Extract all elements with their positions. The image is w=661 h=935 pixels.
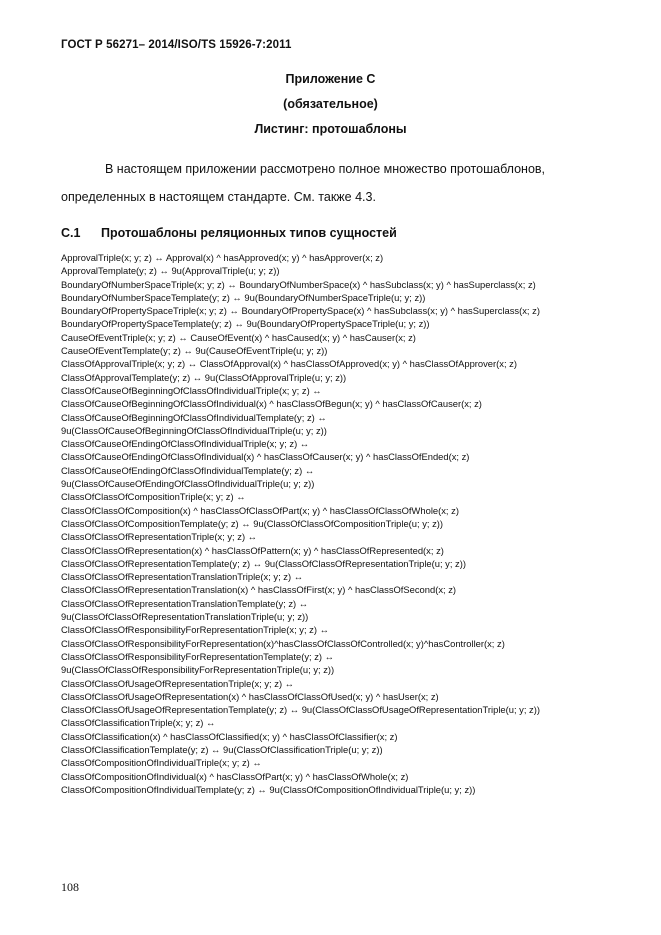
listing-line: ClassOfClassOfRepresentationTemplate(y; z) ↔ 9u(ClassOfClassOfRepresentationTriple(u; y; z)) xyxy=(61,557,466,569)
listing-line: ClassOfCauseOfEndingOfClassOfIndividualTriple(x; y; z) ↔ xyxy=(61,438,310,450)
listing-line: ClassOfClassOfRepresentationTranslation(x) ^ hasClassOfFirst(x; y) ^ hasClassOfSecond(x; z) xyxy=(61,584,457,596)
listing-line: 9u(ClassOfClassOfRepresentationTranslationTriple(u; y; z)) xyxy=(61,611,309,623)
listing-line: ClassOfClassificationTriple(x; y; z) ↔ xyxy=(61,717,216,729)
listing-line: ClassOfCauseOfEndingOfClassOfIndividualTemplate(y; z) ↔ xyxy=(61,464,315,476)
listing-line: ClassOfCauseOfBeginningOfClassOfIndividualTemplate(y; z) ↔ xyxy=(61,411,327,423)
section-title: Протошаблоны реляционных типов сущностей xyxy=(101,226,397,240)
listing-line: ClassOfClassOfRepresentationTranslationTemplate(y; z) ↔ xyxy=(61,597,309,609)
listing-line: ClassOfClassOfCompositionTriple(x; y; z) ↔ xyxy=(61,491,246,503)
listing-line: ClassOfCompositionOfIndividualTemplate(y; z) ↔ 9u(ClassOfCompositionOfIndividualTriple(u; y; z)) xyxy=(61,783,476,795)
appendix-status: (обязательное) xyxy=(283,97,378,111)
listing-line: ApprovalTemplate(y; z) ↔ 9u(ApprovalTriple(u; y; z)) xyxy=(61,265,280,277)
section-number: С.1 xyxy=(61,226,81,240)
listing-line: ClassOfClassOfResponsibilityForRepresentation(x)^hasClassOfClassOfControlled(x; y)^hasController(x; z) xyxy=(61,637,505,649)
listing-line: ClassOfCompositionOfIndividualTriple(x; y; z) ↔ xyxy=(61,757,262,769)
listing-line: ClassOfClassOfUsageOfRepresentationTriple(x; y; z) ↔ xyxy=(61,677,295,689)
listing-line: ClassOfCauseOfBeginningOfClassOfIndividualTriple(x; y; z) ↔ xyxy=(61,384,322,396)
listing-line: ClassOfClassOfRepresentation(x) ^ hasClassOfPattern(x; y) ^ hasClassOfRepresented(x; z) xyxy=(61,544,444,556)
protemplate-listing xyxy=(61,251,646,796)
listing-line: ApprovalTriple(x; y; z) ↔ Approval(x) ^ hasApproved(x; y) ^ hasApprover(x; z) xyxy=(61,252,384,263)
listing-line: ClassOfClassOfComposition(x) ^ hasClassOfClassOfPart(x; y) ^ hasClassOfClassOfWhole(x; z) xyxy=(61,504,459,516)
listing-line: ClassOfCauseOfBeginningOfClassOfIndividual(x) ^ hasClassOfBegun(x; y) ^ hasClassOfCauser(x; z) xyxy=(61,398,482,410)
listing-line: ClassOfCompositionOfIndividual(x) ^ hasClassOfPart(x; y) ^ hasClassOfWhole(x; z) xyxy=(61,770,409,782)
listing-line: 9u(ClassOfClassOfResponsibilityForRepresentationTriple(u; y; z)) xyxy=(61,664,335,676)
listing-line: BoundaryOfPropertySpaceTemplate(y; z) ↔ 9u(BoundaryOfPropertySpaceTriple(u; y; z)) xyxy=(61,318,430,330)
listing-line: BoundaryOfNumberSpaceTriple(x; y; z) ↔ BoundaryOfNumberSpace(x) ^ hasSubclass(x; y) ^ hasSuperclass(x; z) xyxy=(61,278,536,290)
listing-line: ClassOfClassOfResponsibilityForRepresentationTemplate(y; z) ↔ xyxy=(61,650,335,662)
document-header: ГОСТ Р 56271– 2014/ISO/TS 15926-7:2011 xyxy=(61,39,292,51)
listing-line: 9u(ClassOfCauseOfBeginningOfClassOfIndividualTriple(u; y; z)) xyxy=(61,424,327,436)
section-heading xyxy=(61,226,397,240)
listing-line: ClassOfClassOfRepresentationTriple(x; y; z) ↔ xyxy=(61,531,258,543)
listing-line: ClassOfCauseOfEndingOfClassOfIndividual(x) ^ hasClassOfCauser(x; y) ^ hasClassOfEnded(x; z) xyxy=(61,451,470,463)
listing-line: ClassOfClassOfCompositionTemplate(y; z) ↔ 9u(ClassOfClassOfCompositionTriple(u; y; z)) xyxy=(61,517,444,529)
listing-line: CauseOfEventTriple(x; y; z) ↔ CauseOfEvent(x) ^ hasCaused(x; y) ^ hasCauser(x; z) xyxy=(61,331,416,343)
appendix-subtitle: Листинг: протошаблоны xyxy=(254,122,407,136)
listing-line: BoundaryOfPropertySpaceTriple(x; y; z) ↔ BoundaryOfPropertySpace(x) ^ hasSubclass(x; y) ^ hasSuperclass(x; z) xyxy=(61,305,540,317)
listing-line: ClassOfClassOfRepresentationTranslationTriple(x; y; z) ↔ xyxy=(61,571,304,583)
listing-line: ClassOfApprovalTriple(x; y; z) ↔ ClassOfApproval(x) ^ hasClassOfApproved(x; y) ^ hasClassOfApprover(x; z) xyxy=(61,358,517,370)
intro-line-2: определенных в настоящем стандарте. См. также 4.3. xyxy=(61,190,376,204)
listing-line: ClassOfClassification(x) ^ hasClassOfClassified(x; y) ^ hasClassOfClassifier(x; z) xyxy=(61,730,398,742)
listing-line: ClassOfClassOfUsageOfRepresentationTemplate(y; z) ↔ 9u(ClassOfClassOfUsageOfRepresentationTriple(u; y; z)) xyxy=(61,704,540,716)
listing-line: BoundaryOfNumberSpaceTemplate(y; z) ↔ 9u(BoundaryOfNumberSpaceTriple(u; y; z)) xyxy=(61,291,426,303)
listing-line: 9u(ClassOfCauseOfEndingOfClassOfIndividualTriple(u; y; z)) xyxy=(61,478,315,490)
listing-line: ClassOfClassOfResponsibilityForRepresentationTriple(x; y; z) ↔ xyxy=(61,624,329,636)
intro-paragraph xyxy=(61,155,641,211)
intro-line-1: В настоящем приложении рассмотрено полное множество протошаблонов, xyxy=(105,162,546,176)
listing-line: ClassOfApprovalTemplate(y; z) ↔ 9u(ClassOfApprovalTriple(u; y; z)) xyxy=(61,371,347,383)
page-number: 108 xyxy=(61,880,79,894)
listing-line: ClassOfClassOfUsageOfRepresentation(x) ^ hasClassOfClassOfUsed(x; y) ^ hasUser(x; z) xyxy=(61,690,439,702)
listing-line: ClassOfClassificationTemplate(y; z) ↔ 9u(ClassOfClassificationTriple(u; y; z)) xyxy=(61,743,383,755)
listing-line: CauseOfEventTemplate(y; z) ↔ 9u(CauseOfEventTriple(u; y; z)) xyxy=(61,345,328,357)
appendix-title: Приложение С xyxy=(285,72,376,86)
